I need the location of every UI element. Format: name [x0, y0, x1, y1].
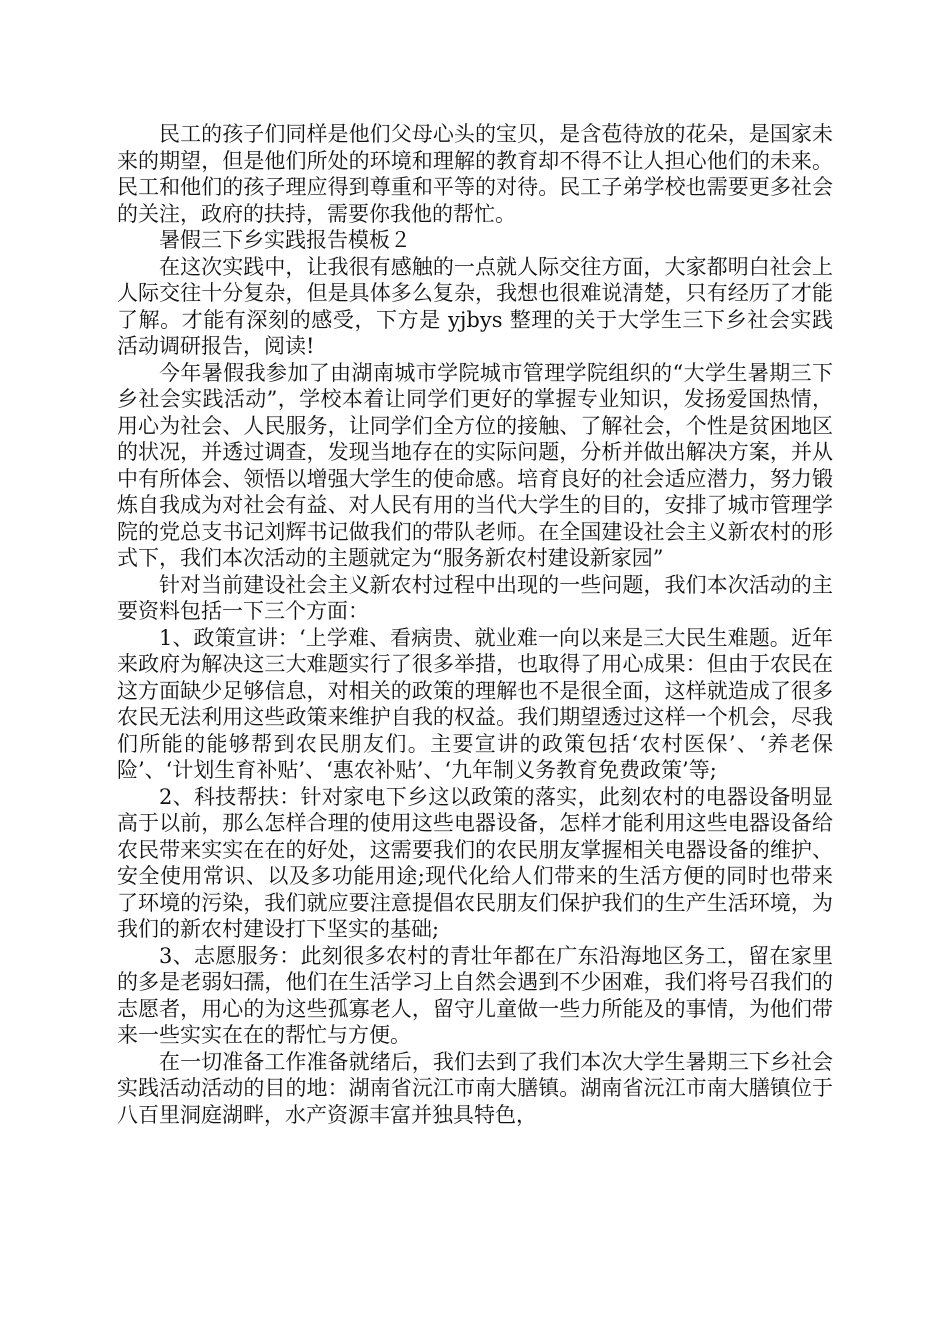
paragraph-activity-overview: 今年暑假我参加了由湖南城市学院城市管理学院组织的“大学生暑期三下乡社会实践活动”，学校本着让同学们更好的掌握专业知识，发扬爱国热情，用心为社会、人民服务，让同学们全方位的接触、了解社会，个性是贫困地区的状况，并透过调查，发现当地存在的实际问题，分析并做出解决方案，并从中有所体会、领悟以增强大学生的使命感。培育良好的社会适应潜力，努力锻炼自我成为对社会有益、对人民有用的当代大学生的目的，安排了城市管理学院的党总支书记刘辉书记做我们的带队老师。在全国建设社会主义新农村的形式下，我们本次活动的主题就定为“服务新农村建设新家园” [117, 360, 833, 570]
paragraph-policy-promotion: 1、政策宣讲：‘上学难、看病贵、就业难一向以来是三大民生难题。近年来政府为解决这三大难题实行了很多举措，也取得了用心成果：但由于农民在这方面缺少足够信息，对相关的政策的理解也不是很全面，这样就造成了很多农民无法利用这些政策来维护自我的权益。我们期望透过这样一个机会，尽我们所能的能够帮到农民朋友们。主要宣讲的政策包括‘农村医保’、‘养老保险’、‘计划生育补贴’、‘惠农补贴’、‘九年制义务教育免费政策’等; [117, 625, 833, 782]
paragraph-destination: 在一切准备工作准备就绪后，我们去到了我们本次大学生暑期三下乡社会实践活动活动的目的地：湖南省沅江市南大膳镇。湖南省沅江市南大膳镇位于八百里洞庭湖畔，水产资源丰富并独具特色， [117, 1049, 833, 1127]
document-body [117, 121, 833, 1128]
paragraph-migrant-children: 民工的孩子们同样是他们父母心头的宝贝，是含苞待放的花朵，是国家未来的期望，但是他们所处的环境和理解的教育却不得不让人担心他们的未来。民工和他们的孩子理应得到尊重和平等的对待。民工子弟学校也需要更多社会的关注，政府的扶持，需要你我他的帮忙。 [117, 122, 833, 226]
paragraph-content-summary: 针对当前建设社会主义新农村过程中出现的一些问题，我们本次活动的主要资料包括一下三个方面： [117, 572, 833, 623]
paragraph-intro: 在这次实践中，让我很有感触的一点就人际交往方面，大家都明白社会上人际交往十分复杂，但是具体多么复杂，我想也很难说清楚，只有经历了才能了解。才能有深刻的感受，下方是 yjbys 整理的关于大学生三下乡社会实践活动调研报告，阅读! [117, 254, 833, 358]
paragraph-volunteer-service: 3、志愿服务：此刻很多农村的青壮年都在广东沿海地区务工，留在家里的多是老弱妇孺，他们在生活学习上自然会遇到不少困难，我们将号召我们的志愿者，用心的为这些孤寡老人，留守儿童做一些力所能及的事情，为他们带来一些实实在在的帮忙与方便。 [117, 943, 833, 1047]
paragraph-tech-support: 2、科技帮扶：针对家电下乡这以政策的落实，此刻农村的电器设备明显高于以前，那么怎样合理的使用这些电器设备，怎样才能利用这些电器设备给农民带来实实在在的好处，这需要我们的农民朋友掌握相关电器设备的维护、安全使用常识、以及多功能用途;现代化给人们带来的生活方便的同时也带来了环境的污染，我们就应要注意提倡农民朋友们保护我们的生产生活环境，为我们的新农村建设打下坚实的基础; [117, 784, 833, 941]
section-heading: 暑假三下乡实践报告模板２ [159, 228, 411, 252]
